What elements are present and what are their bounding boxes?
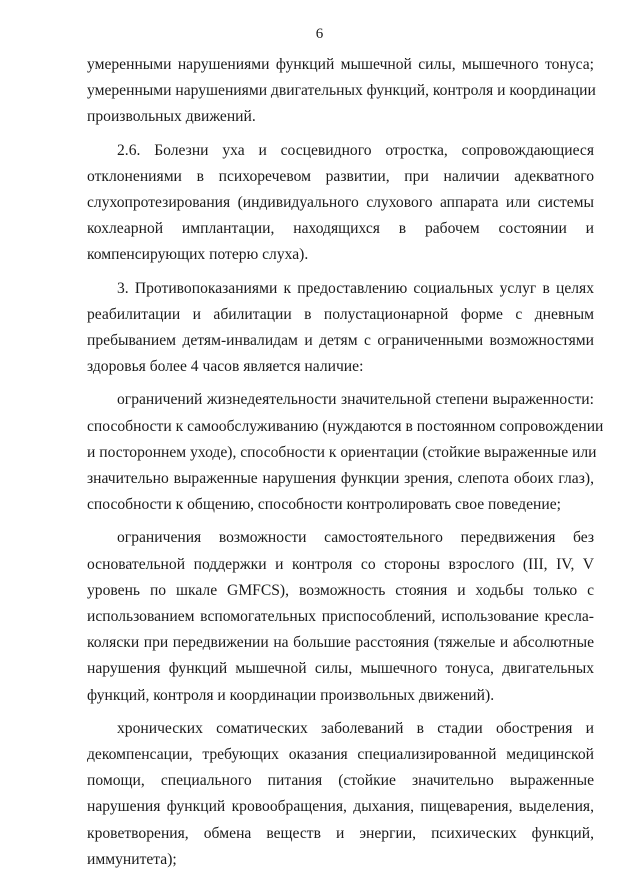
text-line: реабилитации и абилитации в полустационарной форме с дневным <box>87 305 594 323</box>
text-line: компенсирующих потерю слуха). <box>87 246 309 264</box>
text-line: пребыванием детям-инвалидам и детям с ограниченными возможностями <box>87 332 594 350</box>
page-number: 6 <box>315 26 324 42</box>
text-line: хронических соматических заболеваний в стадии обострения и <box>117 719 594 737</box>
text-line: нарушения функций мышечной силы, мышечного тонуса, двигательных <box>87 660 594 678</box>
paragraph-mobility-limitations <box>87 525 594 708</box>
text-line: и постороннем уходе), способности к ориентации (стойкие выраженные или <box>87 443 597 461</box>
text-line: уровень по шкале GMFCS), возможность стояния и ходьбы только с <box>87 581 594 599</box>
text-line: слухопротезирования (индивидуального слухового аппарата или системы <box>87 194 594 212</box>
paragraph-chronic-diseases <box>87 716 594 873</box>
paragraph-3-contraindications <box>87 276 594 381</box>
text-line: коляски при передвижении на большие расстояния (тяжелые и абсолютные <box>87 634 594 652</box>
text-line: декомпенсации, требующих оказания специализированной медицинской <box>87 746 594 764</box>
text-line: иммунитета); <box>87 850 177 868</box>
text-line: ограничений жизнедеятельности значительной степени выраженности: <box>117 391 594 409</box>
text-line: произвольных движений. <box>87 108 256 126</box>
text-line: 3. Противопоказаниями к предоставлению социальных услуг в целях <box>117 279 594 297</box>
text-line: способности к самообслуживанию (нуждаются в постоянном сопровождении <box>87 417 604 435</box>
paragraph-2-6-ear-diseases <box>87 138 594 269</box>
text-line: умеренными нарушениями функций мышечной силы, мышечного тонуса; <box>87 56 594 73</box>
text-line: отклонениями в психоречевом развитии, при наличии адекватного <box>87 167 594 185</box>
paragraph-life-limitations <box>87 387 604 518</box>
text-line: нарушения функций кровообращения, дыхания, пищеварения, выделения, <box>87 798 594 816</box>
text-line: функций, контроля и координации произвольных движений). <box>87 686 495 704</box>
paragraph-motor-impairments <box>87 52 594 131</box>
text-line: здоровья более 4 часов является наличие: <box>87 358 364 376</box>
text-line: ограничения возможности самостоятельного передвижения без <box>117 529 594 547</box>
text-line: основательной поддержки и контроля со стороны взрослого (III, IV, V <box>87 555 594 573</box>
text-line: умеренными нарушениями двигательных функций, контроля и координации <box>87 82 596 100</box>
text-line: кроветворения, обмена веществ и энергии, психических функций, <box>87 824 594 842</box>
text-line: кохлеарной имплантации, находящихся в рабочем состоянии и <box>87 220 594 238</box>
text-line: помощи, специального питания (стойкие значительно выраженные <box>87 772 594 790</box>
text-line: использованием вспомогательных приспособлений, использование кресла- <box>87 608 594 626</box>
text-line: 2.6. Болезни уха и сосцевидного отростка, сопровождающиеся <box>117 141 594 159</box>
text-line: значительно выраженные нарушения функции зрения, слепота обоих глаз), <box>87 470 594 488</box>
text-line: способности к общению, способности контролировать свое поведение; <box>87 496 561 514</box>
document-body <box>87 52 604 873</box>
